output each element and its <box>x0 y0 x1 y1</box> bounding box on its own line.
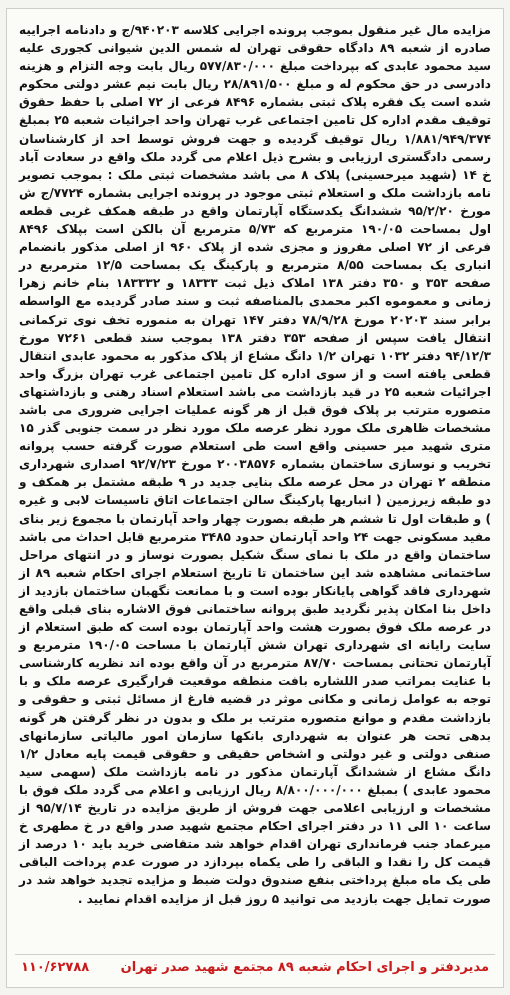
notice-code: ۱۱۰/۶۲۷۸۸ <box>21 959 90 975</box>
notice-footer <box>15 954 495 979</box>
notice-body-text: مزایده مال غیر منقول بموجب پرونده اجرایی کلاسه ۹۴۰۲۰۳/ج و دادنامه اجراییه صادره از شعبه ۸۹ دادگاه حقوقی تهران له شمس الدین شیوانی کجوری علیه سید محمود عابدی که بپرداخت مبلغ ۵۷۷/۸۳۰/۰۰۰ ریال بابت وجه التزام و هزینه دادرسی در حق محکوم له و مبلغ ۲۸/۸۹۱/۵۰۰ ریال بابت نیم عشر دولتی محکوم شده است یک فقره پلاک ثبتی بشماره ۸۴۹۶ فرعی از ۷۲ اصلی با حفظ حقوق توقیف مقدم اداره کل تامین اجتماعی غرب تهران واحد اجرائیات شعبه ۲۵ بمبلغ ۱/۸۸۱/۹۴۹/۳۷۴ ریال توقیف گردیده و جهت فروش توسط احد از کارشناسان رسمی دادگستری ارزیابی و بشرح ذیل اعلام می گردد ملک واقع در سعادت آباد خ ۱۴ (شهید میرحسینی) پلاک ۸ می باشد مشخصات ثبتی ملک : بموجب تصویر نامه بازداشت ملک و استعلام ثبتی موجود در پرونده اجرایی بشماره ۷۷۲۴/ج ش مورخ ۹۵/۲/۲۰ ششدانگ یکدستگاه آپارتمان واقع در طبقه همکف غربی قطعه اول بمساحت ۱۹۰/۰۵ مترمربع که ۵/۷۳ مترمربع آن بالکن است بپلاک ۸۴۹۶ فرعی از ۷۲ اصلی مفروز و مجزی شده از پلاک ۹۶۰ از اصلی مذکور بانضمام انباری یک بمساحت ۸/۵۵ مترمربع و پارکینگ یک بمساحت ۱۲/۵ مترمربع در صفحه ۳۵۳ و ۳۵۰ دفتر ۱۳۸ املاک ذیل ثبت ۱۸۳۳۳ و ۱۸۳۳۳۲ بنام خانم زهرا زمانی و معموموه اکبر محمدی بالمناصفه ثبت و سند صادر گردیده مع الواسطه برابر سند ۲۰۲۰۳ مورخ ۷۸/۹/۲۸ دفتر ۱۴۷ تهران به منموره تخف نوی ترکمانی انتقال یافت سپس از صفحه ۳۵۳ دفتر ۱۳۸ بموجب سند قطعی ۷۲۶۱ مورخ ۹۴/۱۲/۳ دفتر ۱۰۳۲ تهران ۱/۲ دانگ مشاع از پلاک مذکور به محمود عابدی انتقال قطعی یافته است و از سوی اداره کل تامین اجتماعی غرب تهران بزرگ واحد اجرائیات شعبه ۲۵ در قید بازداشت می باشد استعلام اسناد رهنی و بازداشتهای متصوره مترتب بر پلاک فوق قبل از هر گونه عملیات اجرایی ضروری می باشد مشخصات ظاهری ملک مورد نظر عرصه ملک مورد نظر در سمت جنوبی گذر ۱۵ متری شهید میر حسینی واقع است طی استعلام صورت گرفته حسب پروانه تخریب و نوسازی ساختمان بشماره ۲۰۰۳۸۵۷۶ مورخ ۹۲/۷/۲۳ اصداری شهرداری منطقه ۲ تهران در محل عرصه ملک بنایی جدید در ۹ طبقه مشتمل بر همکف و دو طبقه زیرزمین ( انباریها پارکینگ سالن اجتماعات اتاق تاسیسات لابی و غیره ) و طبقات اول تا ششم هر طبقه بصورت چهار واحد آپارتمان با مجموع زیر بنای مفید مسکونی جهت ۲۴ واحد آپارتمان حدود ۳۴۸۵ مترمربع قابل احداث می باشد ساختمان واقع در ملک با نمای سنگ شکیل بصورت نوساز و در انتهای مراحل ساختمانی مشاهده شد این ساختمان تا تاریخ استعلام اجرای احکام شعبه ۸۹ از شهرداری فاقد گواهی پایانکار بوده است و با ممانعت نگهبان ساختمان بازدید از داخل بنا امکان پذیر نگردید طبق پروانه ساختمانی فوق الاشاره بنای قبلی واقع در عرصه ملک فوق بصورت هشت واحد آپارتمان بوده است که طبق استعلام از سایت رایانه ای شهرداری تهران شش آپارتمان با مساحت ۱۹۰/۰۵ مترمربع و آپارتمان تحتانی بمساحت ۸۷/۷۰ مترمربع در آن واقع بوده اند نظریه کارشناسی با عنایت بمراتب صدر اللشاره بافت منطقه موقعیت قرارگیری عرصه ملک و با توجه به عوامل زمانی و مکانی موثر در قضیه فارغ از مسائل ثبتی و حقوقی و بازداشت مقدم و موانع متصوره مترتب بر ملک و بدون در نظر گرفتن هر گونه بدهی تحت هر عنوان به شهرداری بانکها سازمان امور مالیاتی سازمانهای صنفی دولتی و غیر دولتی و اشخاص حقیقی و حقوقی قیمت پایه معادل ۱/۲ دانگ مشاع از ششدانگ آپارتمان مذکور در نامه بازداشت ملک (سهمی سید محمود عابدی ) بمبلغ ۸/۸۰۰/۰۰۰/۰۰۰ ریال ارزیابی و اعلام می گردد ملک فوق با مشخصات و ارزیابی اعلامی جهت فروش از طریق مزایده در تاریخ ۹۵/۷/۱۴ از ساعت ۱۰ الی ۱۱ در دفتر اجرای احکام مجتمع شهید صدر واقع در خ مطهری خ میرعماد جنب فرمانداری تهران اقدام خواهد شد متقاضی خرید باید ۱۰ درصد از قیمت کل را نقدا و الباقی را طی یکماه بپردازد در صورت عدم پرداخت الباقی طی یک ماه مبلغ پرداختی بنفع صندوق دولت ضبط و مزایده تجدید خواهد شد در صورت تمایل جهت بازدید می توانید ۵ روز قبل از مزایده اقدام نمایید . <box>19 23 492 906</box>
issuer-signature: مدیردفتر و اجرای احکام شعبه ۸۹ مجتمع شهید صدر تهران <box>120 959 489 975</box>
auction-notice <box>6 8 504 988</box>
